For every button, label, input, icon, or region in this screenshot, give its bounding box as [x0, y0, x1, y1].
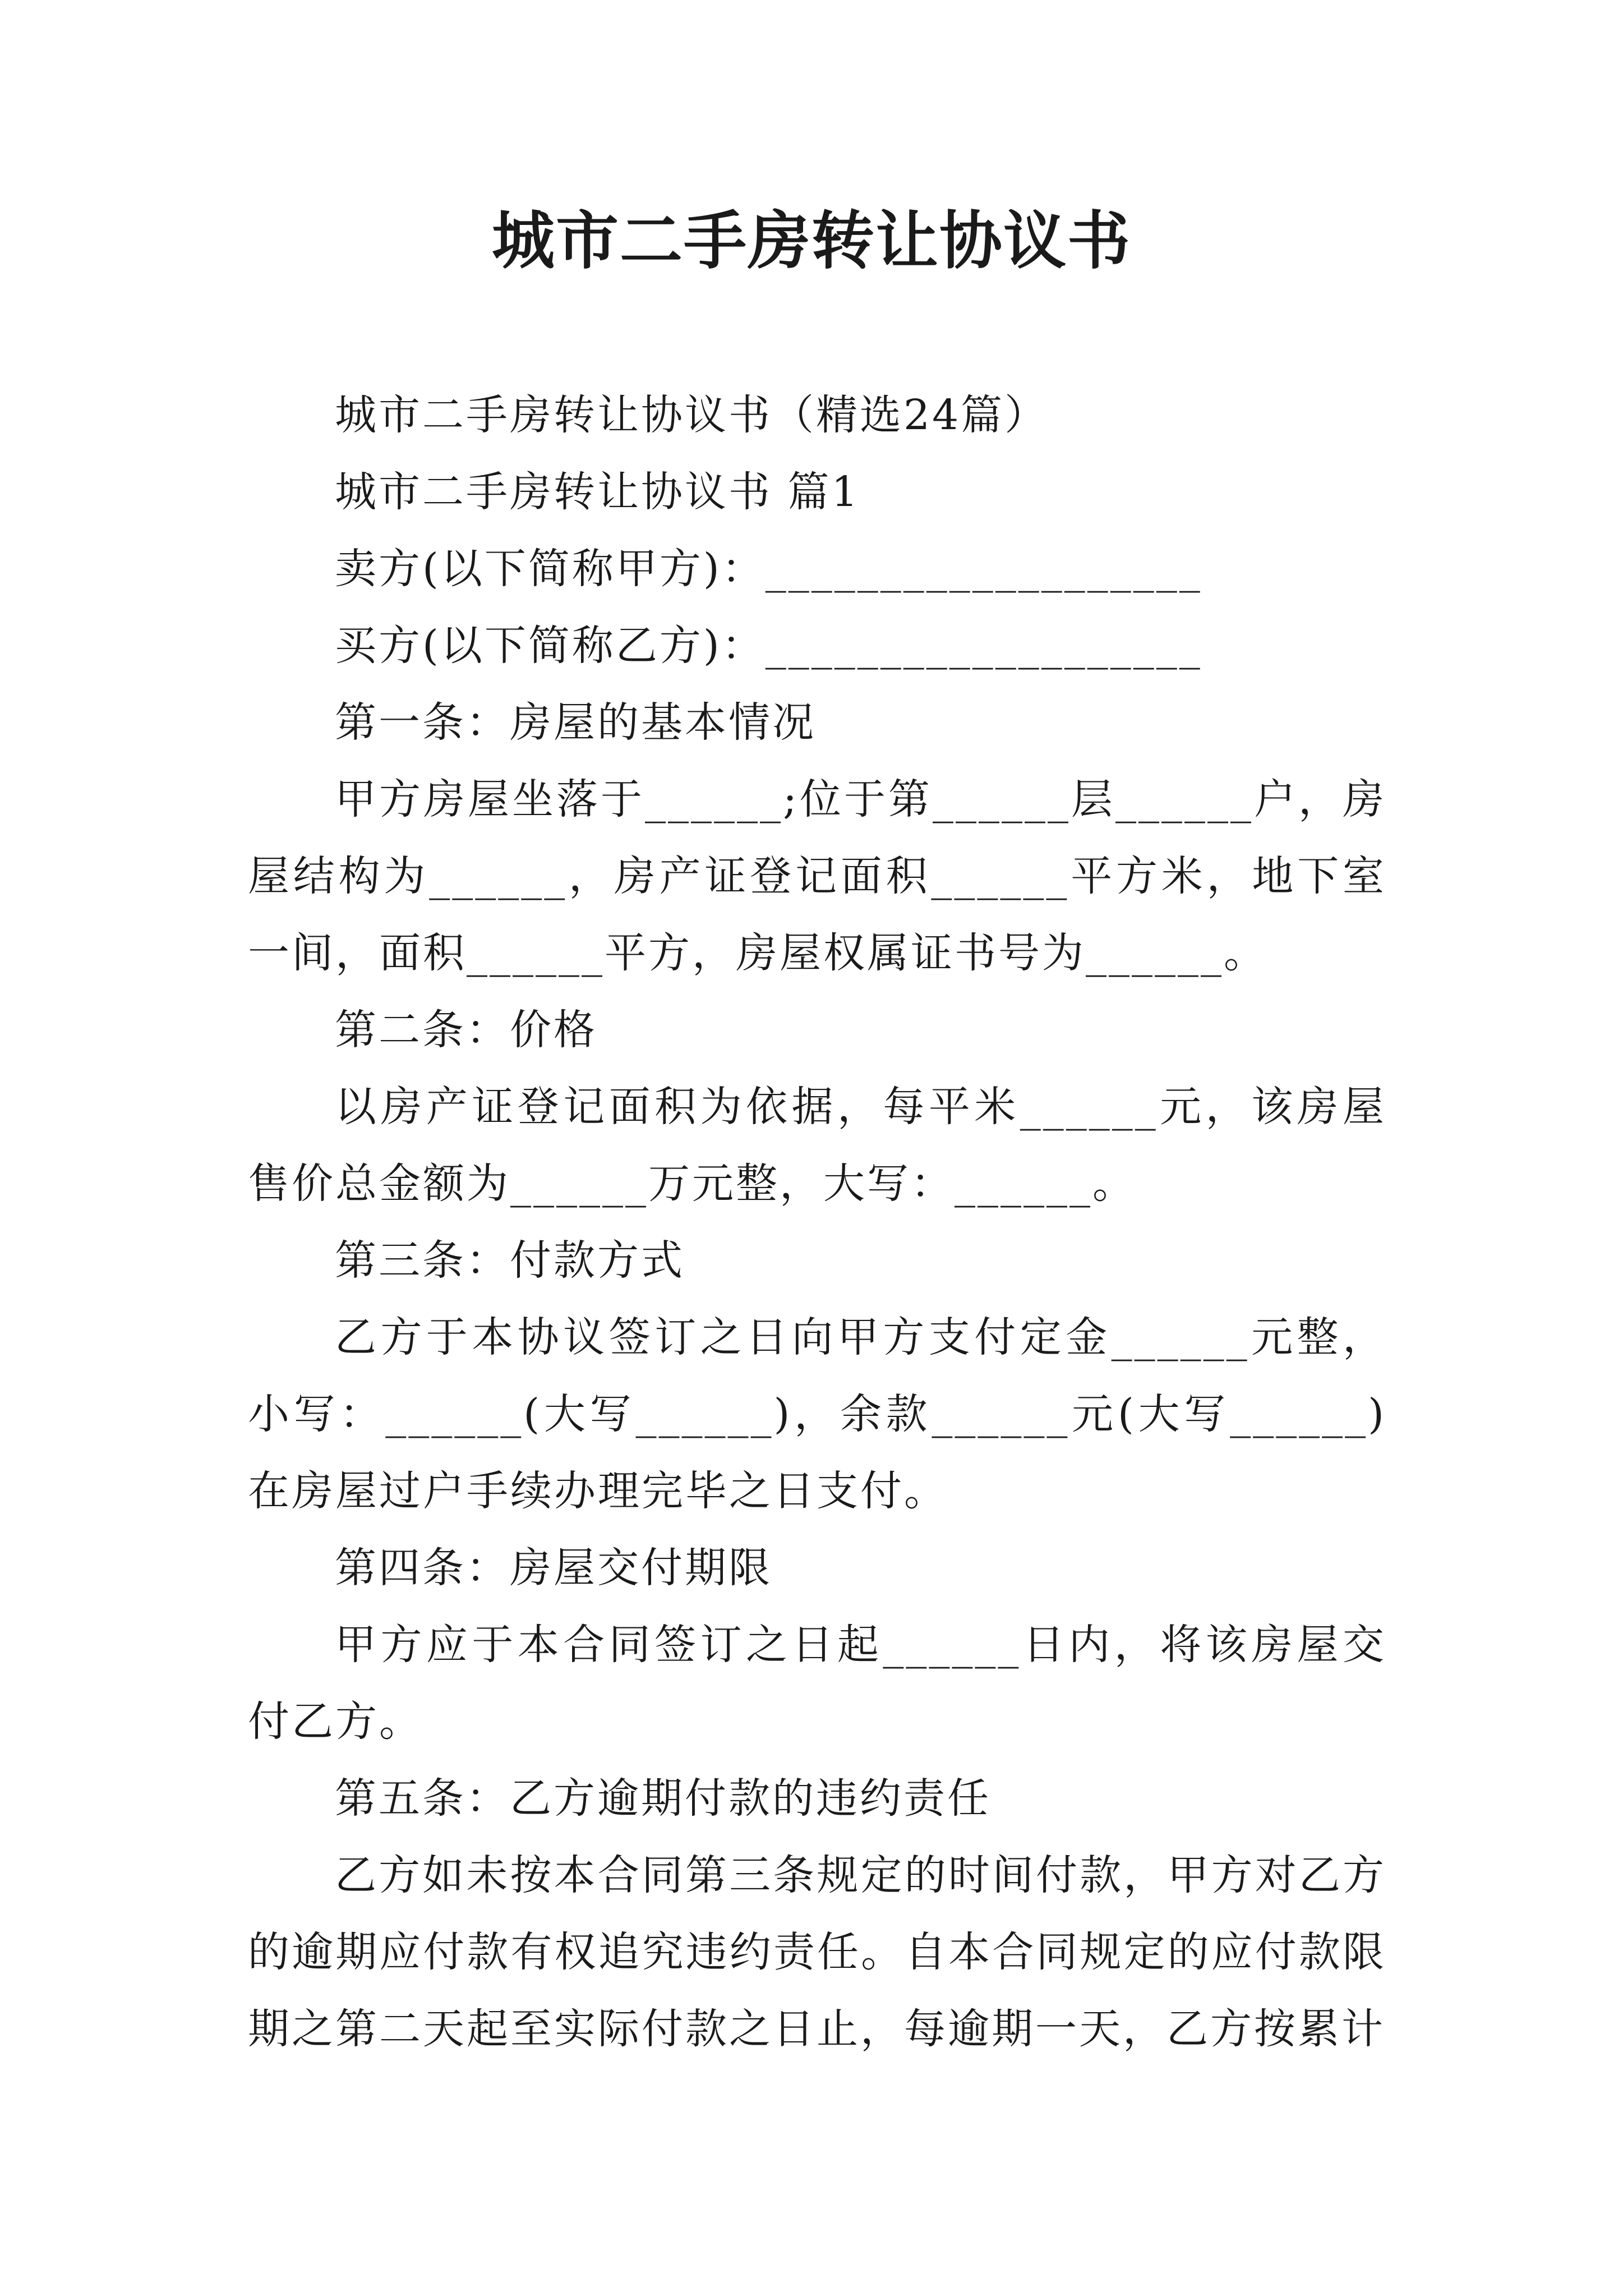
document-body: [248, 377, 1386, 2068]
article-3-text: 乙方于本协议签订之日向甲方支付定金______元整，小写：______(大写______)，余款______元(大写______)在房屋过户手续办理完毕之日支付。: [248, 1313, 1386, 1515]
article-5-text: 乙方如未按本合同第三条规定的时间付款，甲方对乙方的逾期应付款有权追究违约责任。自本合同规定的应付款限期之第二天起至实际付款之日止，每逾期一天，乙方按累计: [248, 1851, 1386, 2053]
article-2-text: 以房产证登记面积为依据，每平米______元，该房屋售价总金额为______万元整，大写：______。: [248, 1083, 1386, 1208]
article-3-heading: 第三条：付款方式: [335, 1236, 685, 1285]
paragraph-section-heading: 城市二手房转让协议书 篇1: [335, 468, 860, 516]
article-5-heading: 第五条：乙方逾期付款的违约责任: [335, 1774, 991, 1823]
article-2-heading: 第二条：价格: [335, 1006, 597, 1054]
article-1-heading: 第一条：房屋的基本情况: [335, 698, 816, 747]
article-1-text: 甲方房屋坐落于______;位于第______层______户，房屋结构为______，房产证登记面积______平方米，地下室一间，面积______平方，房屋权属证书号为______。: [248, 775, 1386, 977]
article-4-text: 甲方应于本合同签订之日起______日内，将该房屋交付乙方。: [248, 1621, 1386, 1746]
paragraph-subtitle: 城市二手房转让协议书（精选24篇）: [335, 391, 1049, 439]
document-title: 城市二手房转让协议书: [492, 204, 1131, 278]
paragraph-buyer: 买方(以下简称乙方)：___________________: [335, 622, 1202, 670]
article-4-heading: 第四条：房屋交付期限: [335, 1544, 772, 1592]
paragraph-seller: 卖方(以下简称甲方)：___________________: [335, 545, 1202, 593]
